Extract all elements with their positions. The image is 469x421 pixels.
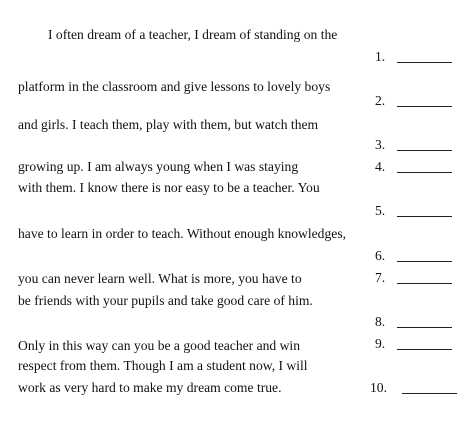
passage-line-6: have to learn in order to teach. Without enough knowledges, (18, 226, 347, 241)
passage-line-3: and girls. I teach them, play with them, but watch them (18, 117, 319, 132)
answer-blank-5[interactable] (397, 216, 452, 217)
passage-line-5: with them. I know there is nor easy to be a teacher. You (18, 180, 320, 195)
answer-number-5: 5. (375, 203, 386, 218)
answer-number-3: 3. (375, 137, 386, 152)
passage-line-4: growing up. I am always young when I was staying (18, 159, 299, 174)
passage-line-9: Only in this way can you be a good teacher and win (18, 338, 300, 353)
answer-number-1: 1. (375, 49, 386, 64)
answer-number-2: 2. (375, 93, 386, 108)
answer-blank-10[interactable] (402, 393, 457, 394)
answer-blank-4[interactable] (397, 172, 452, 173)
answer-number-4: 4. (375, 159, 386, 174)
passage-line-2: platform in the classroom and give lessons to lovely boys (18, 79, 331, 94)
answer-blank-2[interactable] (397, 106, 452, 107)
answer-blank-6[interactable] (397, 261, 452, 262)
answer-blank-7[interactable] (397, 283, 452, 284)
answer-number-9: 9. (375, 336, 386, 351)
passage-line-10: respect from them. Though I am a student now, I will (18, 358, 308, 373)
answer-number-8: 8. (375, 314, 386, 329)
passage-line-8: be friends with your pupils and take good care of him. (18, 293, 313, 308)
passage-line-1: I often dream of a teacher, I dream of standing on the (48, 27, 338, 42)
answer-blank-8[interactable] (397, 327, 452, 328)
answer-blank-1[interactable] (397, 62, 452, 63)
passage-line-7: you can never learn well. What is more, you have to (18, 271, 302, 286)
answer-number-6: 6. (375, 248, 386, 263)
answer-number-10: 10. (370, 380, 387, 395)
answer-blank-9[interactable] (397, 349, 452, 350)
passage-line-11: work as very hard to make my dream come true. (18, 380, 282, 395)
answer-blank-3[interactable] (397, 150, 452, 151)
answer-number-7: 7. (375, 270, 386, 285)
